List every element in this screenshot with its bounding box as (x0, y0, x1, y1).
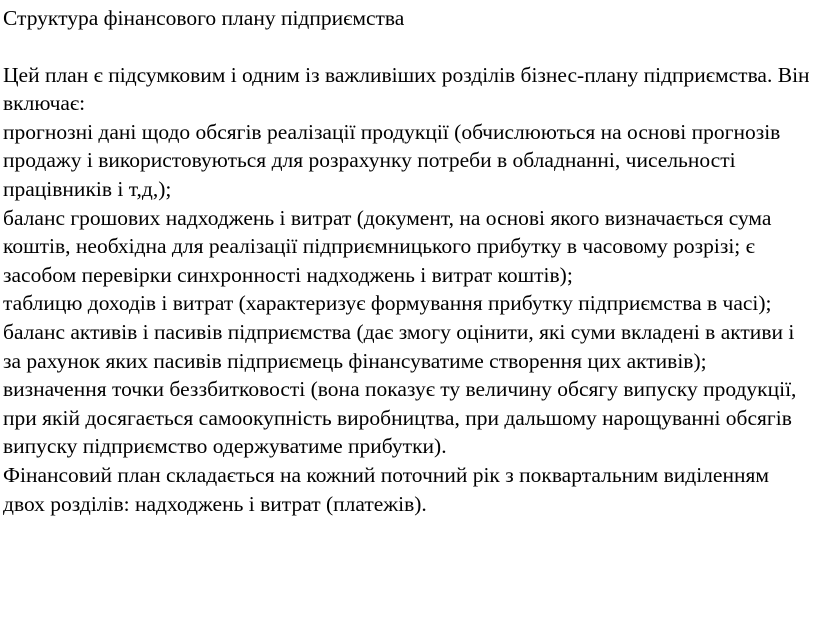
list-item-assets-liabilities-balance: баланс активів і пасивів підприємства (дає змогу оцінити, які суми вкладені в активи і за рахунок яких пасивів підприємець фінансуватиме створення цих активів); (3, 319, 795, 373)
closing-paragraph: Фінансовий план складається на кожний поточний рік з поквартальним виділенням двох розділів: надходжень і витрат (платежів). (3, 462, 769, 516)
list-item-cash-flow-balance: баланс грошових надходжень і витрат (документ, на основі якого визначається сума коштів, необхідна для реалізації підприємницького прибутку в часовому розрізі; є засобом перевірки синхронності надходжень і витрат коштів); (3, 205, 772, 287)
document-title: Структура фінансового плану підприємства (3, 6, 405, 30)
list-item-sales-forecast: прогнозні дані щодо обсягів реалізації продукції (обчислюються на основі прогнозів продажу і використовуються для розрахунку потреби в обладнанні, чисельності працівників і т,д,); (3, 119, 781, 201)
blank-line (3, 32, 812, 61)
list-item-income-expense-table: таблицю доходів і витрат (характеризує формування прибутку підприємства в часі); (3, 291, 772, 316)
intro-paragraph: Цей план є підсумковим і одним із важливіших розділів бізнес-плану підприємства. Він включає: (3, 62, 810, 116)
list-item-break-even-point: визначення точки беззбитковості (вона показує ту величину обсягу випуску продукції, при якій досягається самоокупність виробництва, при дальшому нарощуванні обсягів випуску підприємство одержуватиме прибутки). (3, 377, 797, 459)
